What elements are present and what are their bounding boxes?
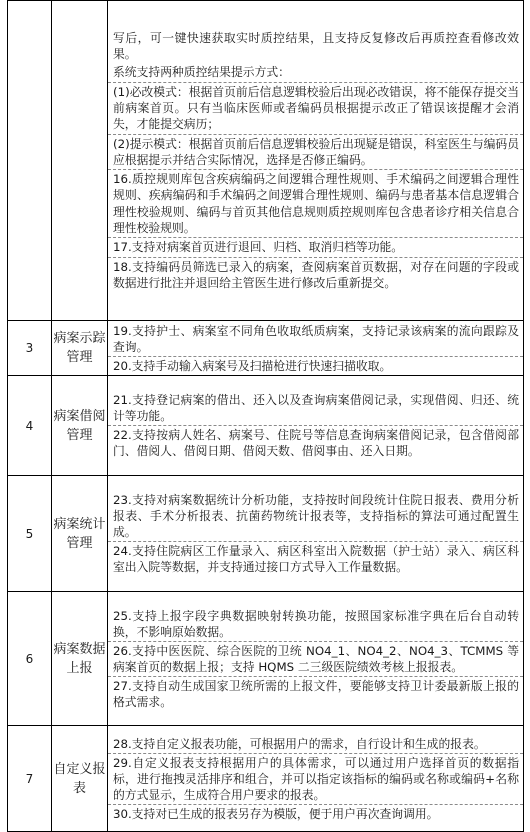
table-row — [8, 321, 524, 376]
module-name — [52, 1, 108, 321]
row-number: 5 — [8, 476, 52, 592]
requirement-item: 28.支持自定义报表功能，可根据用户的需求，自行设计和生成的报表。 — [113, 736, 486, 751]
requirement-list — [108, 592, 524, 726]
requirement-item: 写后，可一键快速获取实时质控结果，且支持反复修改后再质控查看修改效果。 — [113, 30, 519, 62]
requirement-item: 29.自定义报表支持根据用户的具体需求，可以通过用户选择首页的数据指标，进行拖拽灵活排序和组合，并可以指定该指标的编码或名称或编码+名称的方式显示，生成符合用户要求的报表。 — [108, 753, 523, 804]
requirement-list — [108, 726, 524, 832]
requirement-list — [108, 1, 524, 321]
requirement-item: 17.支持对病案首页进行退回、归档、取消归档等功能。 — [108, 237, 523, 256]
requirement-item: 26.支持中医医院、综合医院的卫统 NO4_1、NO4_2、NO4_3、TCMMS 等病案首页的数据上报；支持 HQMS 二三级医院绩效考核上报报表。 — [108, 641, 523, 676]
table-row — [8, 592, 524, 726]
requirement-item: 21.支持登记病案的借出、还入以及查询病案借阅记录，实现借阅、归还、统计等功能。 — [113, 393, 519, 423]
module-name: 病案数据上报 — [52, 592, 108, 726]
table-row — [8, 376, 524, 476]
requirement-item: 20.支持手动输入病案号及扫描枪进行快速扫描收取。 — [108, 356, 523, 375]
requirement-item: 27.支持自动生成国家卫统所需的上报文件，要能够支持卫计委最新版上报的格式需求。 — [108, 676, 523, 711]
requirement-list — [108, 376, 524, 476]
requirement-item: 24.支持住院病区工作量录入、病区科室出入院数据（护士站）录入、病区科室出入院等数据，并支持通过接口方式导入工作量数据。 — [108, 541, 523, 576]
module-name: 病案统计管理 — [52, 476, 108, 592]
table-row — [8, 726, 524, 832]
requirement-item: (1)必改模式：根据首页前后信息逻辑校验后出现必改错误，将不能保存提交当前病案首页。只有当临床医师或者编码员根据提示改正了错误该提醒才会消失，才能提交病历； — [108, 82, 523, 134]
requirement-list — [108, 476, 524, 592]
requirement-item: (2)提示模式：根据首页前后信息逻辑校验后出现疑是错误，科室医生与编码员应根据提示并结合实际情况，选择是否修正编码。 — [108, 134, 523, 170]
row-number: 3 — [8, 321, 52, 376]
module-name: 病案示踪管理 — [52, 321, 108, 376]
requirement-item: 23.支持对病案数据统计分析功能，支持按时间段统计住院日报表、费用分析报表、手术分析报表、抗菌药物统计报表等，支持指标的算法可通过配置生成。 — [113, 493, 519, 539]
row-number — [8, 1, 52, 321]
row-number: 6 — [8, 592, 52, 726]
table-row — [8, 1, 524, 321]
requirement-item: 22.支持按病人姓名、病案号、住院号等信息查询病案借阅记录，包含借阅部门、借阅人、借阅日期、借阅天数、借阅事由、还入日期。 — [108, 425, 523, 460]
requirement-item: 18.支持编码员筛选已录入的病案，查阅病案首页数据，对存在问题的字段或数据进行批注并退回给主管医生进行修改后重新提交。 — [108, 257, 523, 293]
requirement-item: 25.支持上报字段字典数据映射转换功能，按照国家标准字典在后台自动转换，不影响原始数据。 — [113, 608, 519, 639]
module-name: 病案借阅管理 — [52, 376, 108, 476]
row-number: 7 — [8, 726, 52, 832]
requirement-item: 30.支持对已生成的报表另存为模版，便于用户再次查询调用。 — [108, 804, 523, 823]
requirements-table — [7, 0, 524, 832]
table-row — [8, 476, 524, 592]
module-name: 自定义报表 — [52, 726, 108, 832]
requirement-item: 系统支持两种质控结果提示方式： — [113, 65, 290, 80]
requirement-item: 16.质控规则库包含疾病编码之间逻辑合理性规则、手术编码之间逻辑合理性规则、疾病编码和手术编码之间逻辑合理性规则、编码与患者基本信息逻辑合理性校验规则、编码与首页其他信息规则质控规则库包含患者诊疗相关信息合理性校验规则。 — [108, 169, 523, 237]
row-number: 4 — [8, 376, 52, 476]
requirement-list — [108, 321, 524, 376]
requirement-item: 19.支持护士、病案室不同角色收取纸质病案，支持记录该病案的流向跟踪及查询。 — [113, 323, 519, 354]
